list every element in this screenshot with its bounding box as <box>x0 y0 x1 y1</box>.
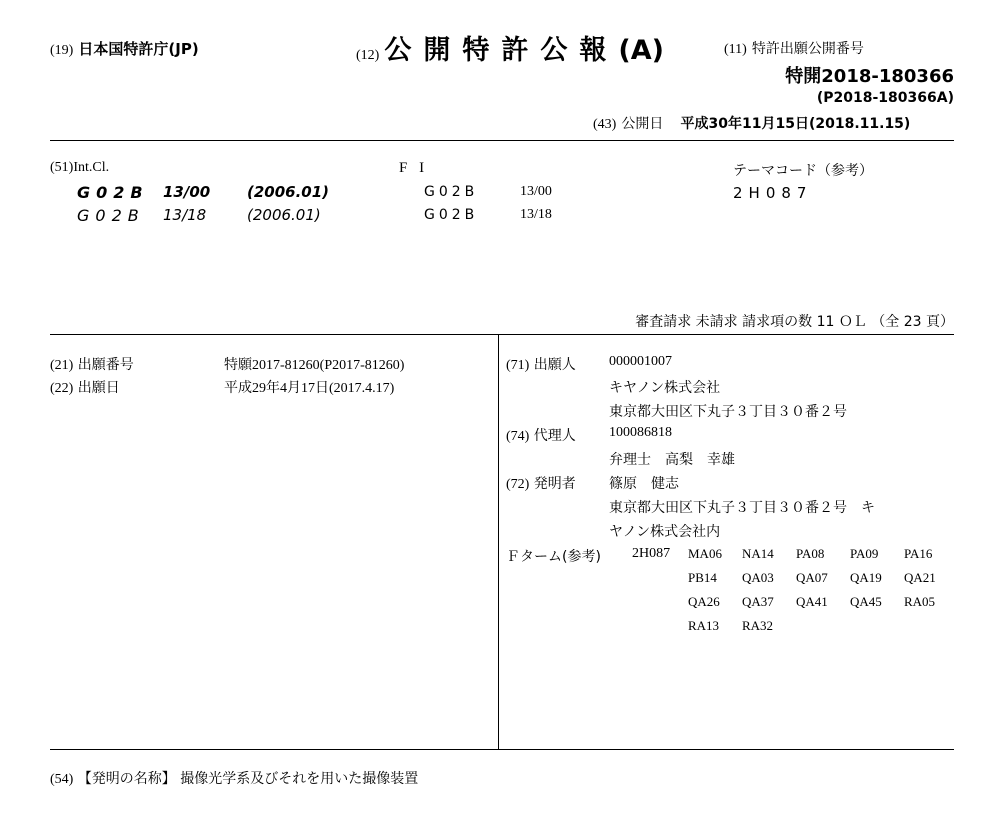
inventor-row <box>506 473 576 493</box>
fterm-code: PA08 <box>796 546 825 561</box>
label-21: (21) <box>50 358 74 373</box>
column-divider <box>498 334 499 749</box>
label-43: (43) <box>593 117 617 132</box>
applicant-id: 000001007 <box>609 354 672 369</box>
inventor-address-2: ヤノン株式会社内 <box>609 524 721 540</box>
inventor-address-1: 東京都大田区下丸子３丁目３０番２号 キ <box>609 500 875 516</box>
agent-id: 100086818 <box>609 425 672 440</box>
application-number-row <box>50 354 134 374</box>
label-11: (11) <box>724 42 747 57</box>
applicant-address: 東京都大田区下丸子３丁目３０番２号 <box>609 404 847 420</box>
publication-number: 特開2018-180366 <box>785 66 954 87</box>
fterm-code: QA19 <box>850 570 882 585</box>
theme-code: 2H087 <box>733 184 813 202</box>
fi-sub-2: 13/18 <box>520 207 552 222</box>
fterm-code: QA41 <box>796 594 828 609</box>
ipc-sub-1: 13/00 <box>163 183 211 201</box>
label-22: (22) <box>50 381 74 396</box>
fterm-code: RA32 <box>742 618 774 633</box>
pubdate-label: 公開日 <box>621 116 664 132</box>
label-12: (12) <box>356 48 380 63</box>
ipc-date-1: (2006.01) <box>247 183 330 201</box>
application-date-row <box>50 377 120 397</box>
appno-label: 出願番号 <box>77 357 134 373</box>
document-kind: (A) <box>618 35 664 66</box>
examination-status: 審査請求 未請求 請求項の数 11 ＯＬ （全 23 頁） <box>635 314 954 330</box>
label-51: (51) <box>50 160 74 175</box>
invention-label: 【発明の名称】 <box>77 771 176 787</box>
applicant-name: キヤノン株式会社 <box>609 380 721 396</box>
invention-name: 撮像光学系及びそれを用いた撮像装置 <box>180 771 419 787</box>
ipc-code-1: G02B <box>77 183 149 202</box>
application-number: 特願2017-81260(P2017-81260) <box>224 358 405 373</box>
application-date: 平成29年4月17日(2017.4.17) <box>224 381 395 396</box>
applicant-label: 出願人 <box>533 357 576 373</box>
pubno-label: 特許出願公開番号 <box>751 41 864 57</box>
doc-title-line <box>356 28 664 67</box>
label-74: (74) <box>506 429 530 444</box>
fterm-code: NA14 <box>742 546 774 561</box>
fterm-code: QA03 <box>742 570 774 585</box>
fterm-code: QA26 <box>688 594 720 609</box>
ipc-date-2: (2006.01) <box>247 206 321 224</box>
label-71: (71) <box>506 358 530 373</box>
fterm-code: QA21 <box>904 570 936 585</box>
fi-code-2: G02B <box>424 207 479 223</box>
divider-main-top <box>50 334 954 335</box>
fterm-code: QA37 <box>742 594 774 609</box>
agent-name: 弁理士 高梨 幸雄 <box>609 452 735 468</box>
divider-header <box>50 140 954 141</box>
fi-sub-1: 13/00 <box>520 184 552 199</box>
ipc-code-2: G02B <box>77 206 145 225</box>
pubno-label-line <box>724 38 864 58</box>
applicant-row <box>506 354 576 374</box>
label-72: (72) <box>506 477 530 492</box>
fi-code-1: G02B <box>424 184 479 200</box>
intcl-label: Int.Cl. <box>73 160 110 175</box>
office-line <box>50 38 199 59</box>
fterm-code: QA45 <box>850 594 882 609</box>
ipc-sub-2: 13/18 <box>163 206 207 224</box>
fterm-code: PB14 <box>688 570 717 585</box>
label-19: (19) <box>50 43 74 58</box>
agent-row <box>506 425 576 445</box>
fterm-code: PA09 <box>850 546 879 561</box>
pubdate-line <box>593 113 910 133</box>
fterm-code: PA16 <box>904 546 933 561</box>
fterm-label: Ｆターム(参考) <box>506 549 601 565</box>
divider-main-bottom <box>50 749 954 750</box>
invention-title-row <box>50 768 418 788</box>
intcl-heading <box>50 160 109 176</box>
document-title: 公開特許公報 <box>384 35 619 66</box>
appdate-label: 出願日 <box>77 380 120 396</box>
fterm-theme: 2H087 <box>632 546 671 561</box>
fterm-code: QA07 <box>796 570 828 585</box>
fterm-code: MA06 <box>688 546 722 561</box>
theme-code-label: テーマコード（参考） <box>733 163 873 179</box>
fterm-code: RA13 <box>688 618 720 633</box>
fterm-code: RA05 <box>904 594 936 609</box>
fi-label: F I <box>399 160 429 176</box>
agent-label: 代理人 <box>533 428 576 444</box>
label-54: (54) <box>50 772 74 787</box>
inventor-label: 発明者 <box>533 476 576 492</box>
publication-number-alt: (P2018-180366A) <box>816 90 954 106</box>
patent-office: 日本国特許庁(JP) <box>78 40 199 58</box>
publication-date: 平成30年11月15日(2018.11.15) <box>680 116 911 132</box>
inventor-name: 篠原 健志 <box>609 476 679 492</box>
